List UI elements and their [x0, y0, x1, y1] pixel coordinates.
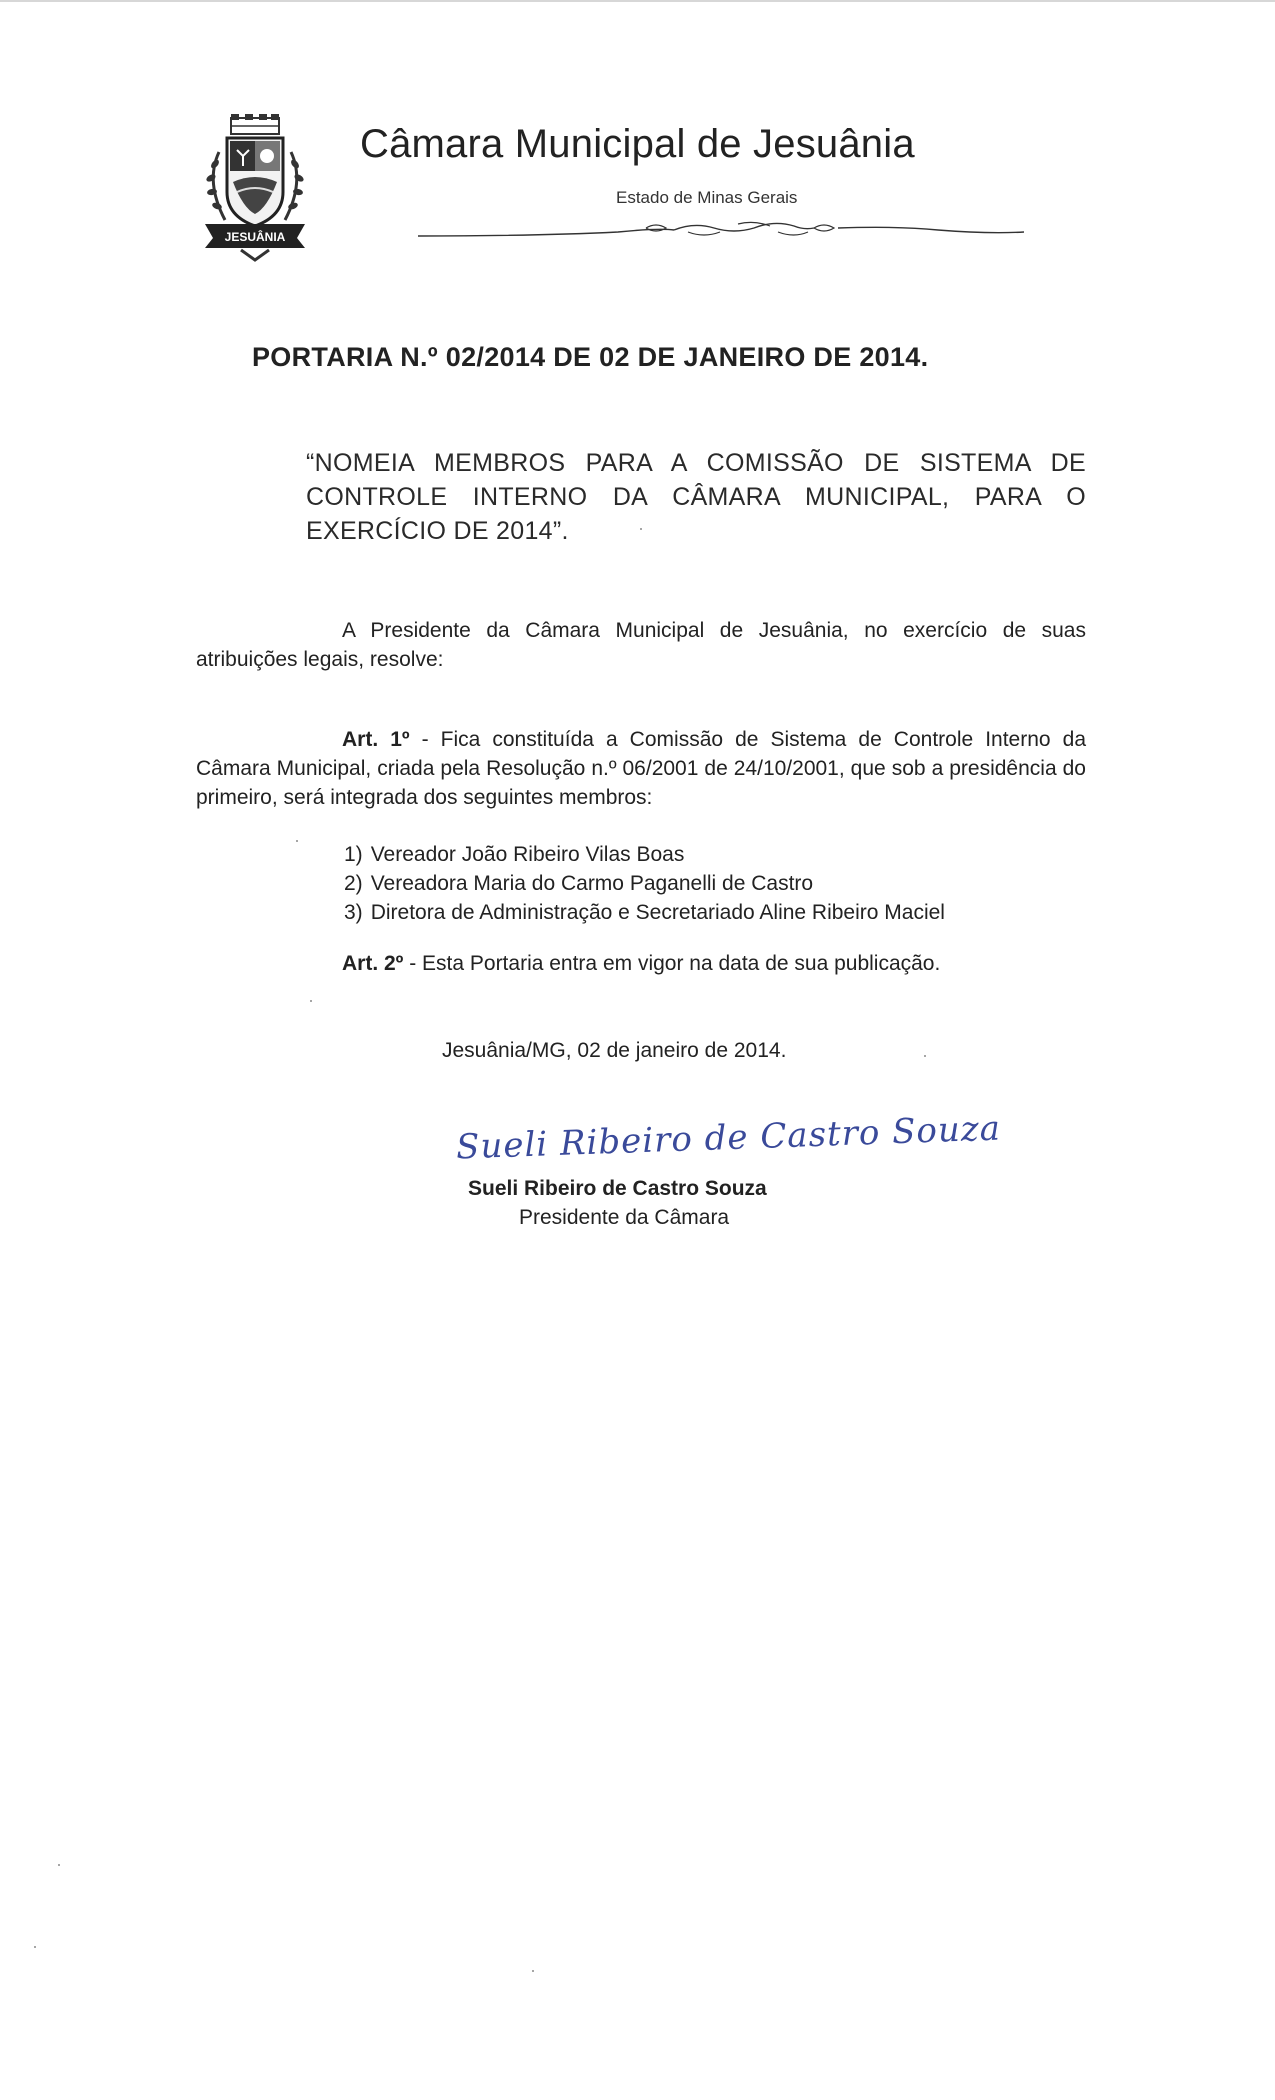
member-name: Vereador João Ribeiro Vilas Boas	[370, 843, 685, 866]
preamble-text: A Presidente da Câmara Municipal de Jesuânia, no exercício de suas atribuições legais, resolve:	[196, 619, 1086, 671]
header-flourish-divider	[418, 220, 1024, 244]
scan-speck	[640, 528, 642, 530]
signatory-name: Sueli Ribeiro de Castro Souza	[468, 1177, 767, 1200]
scan-speck	[58, 1864, 60, 1866]
ementa-line: “NOMEIA MEMBROS PARA A COMISSÃO DE SISTEMA DE	[306, 449, 1086, 477]
scan-top-edge	[0, 0, 1275, 2]
scan-speck	[296, 840, 298, 842]
member-name: Vereadora Maria do Carmo Paganelli de Castro	[370, 872, 814, 895]
crest-banner-text: JESUÂNIA	[224, 230, 286, 244]
member-name: Diretora de Administração e Secretariado Aline Ribeiro Maciel	[370, 901, 945, 924]
article-2-text: - Esta Portaria entra em vigor na data de sua publicação.	[403, 952, 941, 975]
scan-speck	[532, 1970, 534, 1972]
place-and-date: Jesuânia/MG, 02 de janeiro de 2014.	[442, 1039, 787, 1062]
institution-subtitle: Estado de Minas Gerais	[616, 188, 798, 207]
member-number: 3)	[344, 901, 363, 924]
article-1-label: Art. 1º	[342, 728, 410, 751]
list-item	[344, 840, 945, 869]
scan-speck	[34, 1946, 36, 1948]
ementa-block	[306, 446, 1086, 548]
scan-speck	[924, 1055, 926, 1057]
institution-title: Câmara Municipal de Jesuânia	[360, 122, 915, 166]
portaria-title: PORTARIA N.º 02/2014 DE 02 DE JANEIRO DE 2014.	[252, 342, 929, 372]
article-1-text: - Fica constituída a Comissão de Sistema de Controle Interno da Câmara Municipal, criada pela Resolução n.º 06/2001 de 24/10/2001, que sob a presidência do primeiro, será integrada dos seguintes membros:	[196, 728, 1086, 809]
members-list	[344, 840, 945, 927]
signatory-role: Presidente da Câmara	[519, 1206, 730, 1229]
member-number: 2)	[344, 872, 363, 895]
municipal-crest-icon	[197, 112, 313, 262]
ementa-line: EXERCÍCIO DE 2014”.	[306, 517, 569, 545]
scan-speck	[310, 1000, 312, 1002]
ementa-line: CONTROLE INTERNO DA CÂMARA MUNICIPAL, PARA O	[306, 483, 1086, 511]
article-2-label: Art. 2º	[342, 952, 404, 975]
article-2-paragraph	[342, 952, 940, 976]
preamble-paragraph	[196, 616, 1086, 674]
list-item	[344, 869, 945, 898]
list-item	[344, 898, 945, 927]
member-number: 1)	[344, 843, 363, 866]
handwritten-signature: Sueli Ribeiro de Castro Souza	[455, 1108, 1002, 1168]
article-1-paragraph	[196, 725, 1086, 812]
